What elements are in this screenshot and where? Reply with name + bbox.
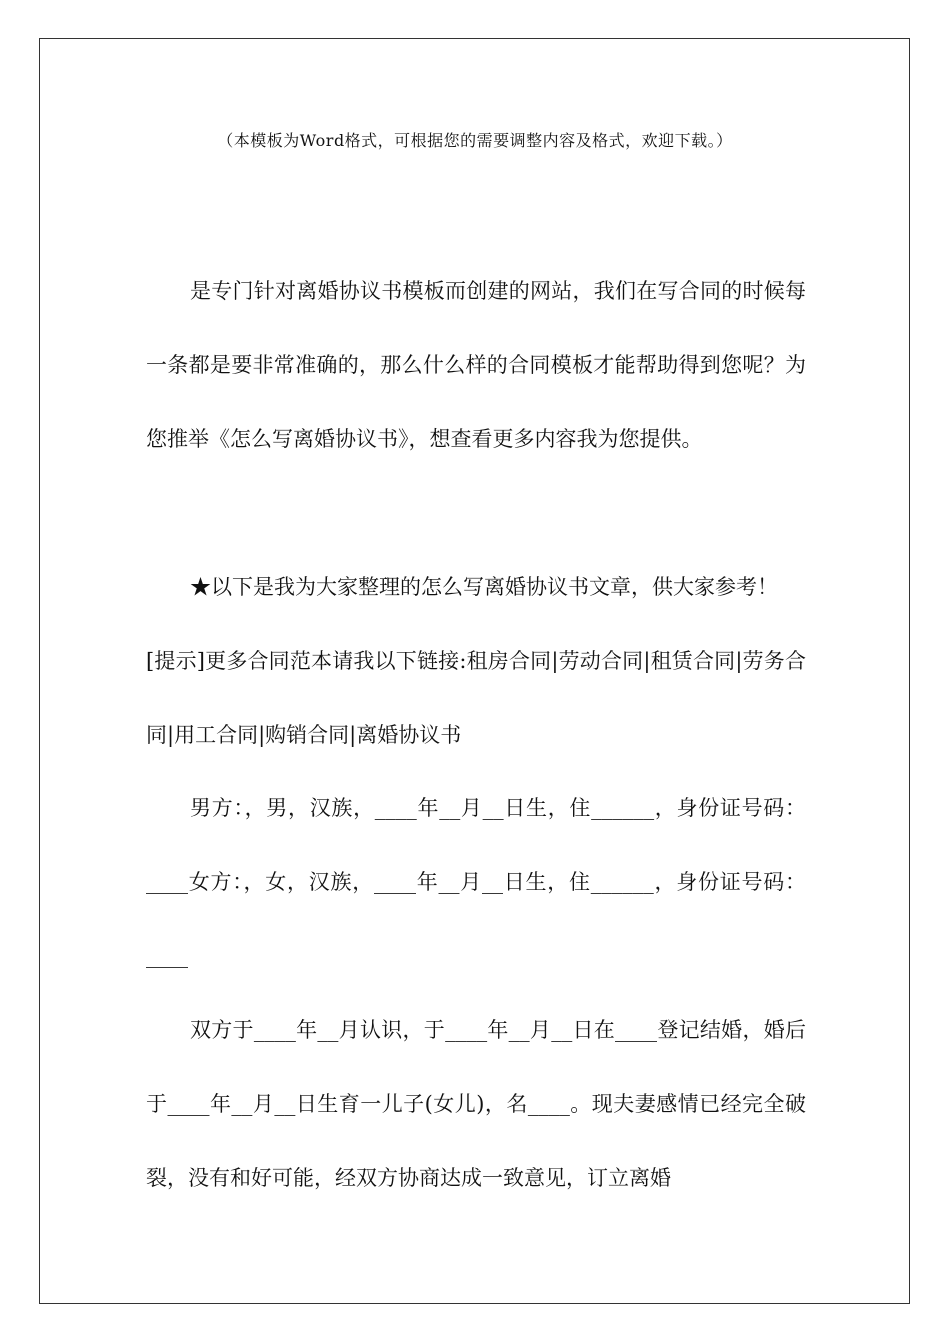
intro-text: 是专门针对离婚协议书模板而创建的网站，我们在写合同的时候每一条都是要非常准确的，那么什么样的合同模板才能帮助得到您呢？为您推举《怎么写离婚协议书》，想查看更多内容我为您提供。 [146,279,806,451]
marriage-text: 双方于____年__月认识，于____年__月__日在____登记结婚，婚后于____年__月__日生育一儿子(女儿)，名____。现夫妻感情已经完全破裂，没有和好可能，经双方协商达成一致意见，订立离婚 [146,1018,806,1190]
parties-paragraph [146,771,806,993]
star-note-text: ★以下是我为大家整理的怎么写离婚协议书文章，供大家参考！ [190,575,778,599]
star-paragraph [146,550,806,624]
parties-text: 男方：，男，汉族，____年__月__日生，住______，身份证号码：____女方：，女，汉族，____年__月__日生，住______，身份证号码：____ [146,796,806,968]
template-note: （本模板为Word格式，可根据您的需要调整内容及格式，欢迎下载。） [217,131,733,150]
intro-paragraph [146,254,806,476]
marriage-paragraph [146,993,806,1215]
tip-paragraph [146,624,806,772]
tip-links-text: [提示]更多合同范本请我以下链接:租房合同|劳动合同|租赁合同|劳务合同|用工合同|购销合同|离婚协议书 [146,649,806,747]
